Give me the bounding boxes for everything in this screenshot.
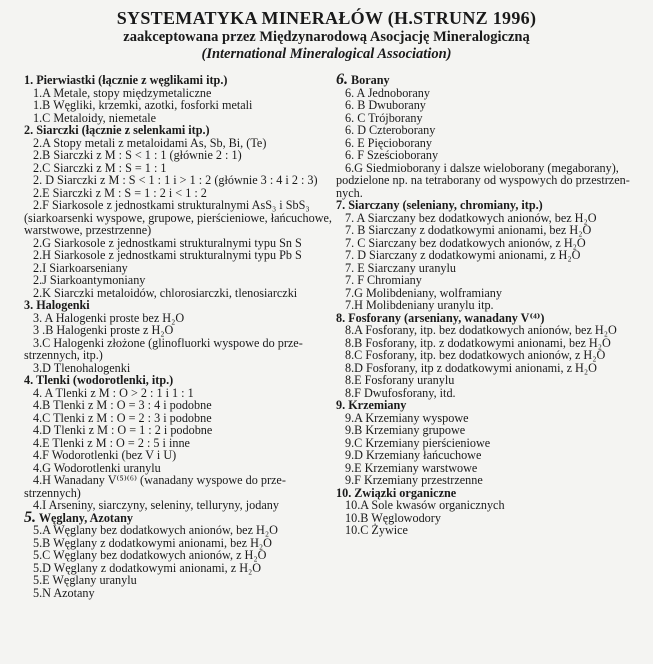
list-item: 5.A Węglany bez dodatkowych anionów, bez H₂O — [33, 523, 278, 537]
list-item: 3. A Halogenki proste bez H₂O — [33, 310, 185, 325]
list-item: 2.G Siarkosole z jednostkami strukturalnymi typu Sn S — [33, 235, 302, 250]
list-item: 4.B Tlenki z M : O = 3 : 4 i podobne — [33, 398, 212, 412]
list-item: warstwowe, przestrzenne) — [24, 223, 152, 237]
list-item: 4.I Arseniny, siarczyny, seleniny, telluryny, jodany — [33, 498, 279, 512]
list-item: 8.E Fosforany uranylu — [345, 373, 455, 387]
list-item: 2.I Siarkoarseniany — [33, 260, 128, 275]
list-item: 2.A Stopy metali z metaloidami As, Sb, Bi, (Te) — [33, 135, 267, 150]
list-item: 2.B Siarczki z M : S < 1 : 1 (głównie 2 : 1) — [33, 148, 242, 162]
document-title: SYSTEMATYKA MINERAŁÓW (H.STRUNZ 1996) — [116, 8, 537, 28]
list-item: 2.C Siarczki z M : S = 1 : 1 — [33, 160, 167, 175]
list-item: 4.H Wanadany V⁽⁵⁾⁽⁶⁾ (wanadany wyspowe do prze- — [33, 473, 286, 487]
list-item: 1.C Metaloidy, niemetale — [33, 110, 157, 125]
list-item: 6. B Dwuborany — [345, 98, 426, 112]
list-item: 6. D Czteroborany — [345, 123, 436, 137]
list-item: 2.H Siarkosole z jednostkami strukturalnymi typu Pb S — [33, 248, 302, 262]
list-item: 4.E Tlenki z M : O = 2 : 5 i inne — [33, 435, 190, 450]
section-heading: 5. Węglany, Azotany — [24, 508, 133, 526]
list-item: 5.D Węglany z dodatkowymi anionami, z H₂O — [33, 560, 262, 575]
list-item: 1.B Węgliki, krzemki, azotki, fosforki metali — [33, 98, 253, 112]
right-column — [336, 71, 636, 537]
document-subtitle: zaakceptowana przez Międzynarodową Asocjację Mineralogiczną — [123, 29, 530, 46]
list-item: 8.B Fosforany, itp. z dodatkowymi anionami, bez H₂O — [345, 335, 611, 350]
list-item: 2.K Siarczki metaloidów, chlorosiarczki, tlenosiarczki — [33, 285, 298, 300]
section-heading: 1. Pierwiastki (łącznie z węglikami itp.) — [24, 73, 228, 87]
list-item: 8.D Fosforany, itp z dodatkowymi anionami, z H₂O — [345, 360, 597, 375]
list-item: 2.J Siarkoantymoniany — [33, 273, 146, 287]
list-item: 9.F Krzemiany przestrzenne — [345, 473, 483, 487]
list-item: 9.D Krzemiany łańcuchowe — [345, 448, 482, 462]
list-item: nych. — [336, 185, 363, 200]
list-item: 2.E Siarczki z M : S = 1 : 2 i < 1 : 2 — [33, 185, 207, 200]
list-item: (siarkoarsenki wyspowe, grupowe, pierścieniowe, łańcuchowe, — [24, 210, 332, 225]
list-item: 8.A Fosforany, itp. bez dodatkowych anionów, bez H₂O — [345, 323, 617, 337]
list-item: 10.C Żywice — [345, 523, 408, 537]
list-item: 6. A Jednoborany — [345, 85, 430, 100]
list-item: 5.B Węglany z dodatkowymi anionami, bez H₂O — [33, 535, 272, 550]
list-item: 7.H Molibdeniany uranylu itp. — [345, 298, 494, 312]
section-heading: 4. Tlenki (wodorotlenki, itp.) — [24, 373, 174, 387]
list-item: strzennych, itp.) — [24, 348, 103, 362]
list-item: 7. B Siarczany z dodatkowymi anionami, bez H₂O — [345, 223, 592, 237]
document-header — [0, 8, 653, 63]
section-heading: 8. Fosforany (arseniany, wanadany V⁽⁴⁾) — [336, 310, 545, 325]
list-item: 9.B Krzemiany grupowe — [345, 423, 466, 437]
list-item: 6. C Trójborany — [345, 110, 423, 125]
list-item: 7.G Molibdeniany, wolframiany — [345, 285, 502, 300]
section-heading: 10. Związki organiczne — [336, 485, 457, 500]
section-heading: 2. Siarczki (łącznie z selenkami itp.) — [24, 123, 210, 137]
section-heading: 6. Borany — [336, 71, 390, 88]
list-item: podzielone np. na tetraborany od wyspowych do przestrzen- — [336, 173, 630, 187]
list-item: 4.C Tlenki z M : O = 2 : 3 i podobne — [33, 410, 212, 425]
document-subtitle-english: (International Mineralogical Association) — [201, 46, 452, 63]
list-item: 4. A Tlenki z M : O > 2 : 1 i 1 : 1 — [33, 385, 194, 400]
list-item: 4.F Wodorotlenki (bez V i U) — [33, 448, 177, 462]
list-item: 6. F Sześcioborany — [345, 148, 439, 162]
list-item: 10.A Sole kwasów organicznych — [345, 498, 505, 512]
list-item: 7. E Siarczany uranylu — [345, 260, 457, 275]
list-item: strzennych) — [24, 485, 81, 500]
section-heading: 3. Halogenki — [24, 298, 90, 312]
list-item: 9.E Krzemiany warstwowe — [345, 460, 478, 475]
list-item: 3.D Tlenohalogenki — [33, 360, 131, 375]
section-heading: 7. Siarczany (seleniany, chromiany, itp.) — [336, 198, 543, 212]
list-item: 5.C Węglany bez dodatkowych anionów, z H₂O — [33, 548, 267, 562]
list-item: 2. D Siarczki z M : S < 1 : 1 i > 1 : 2 (głównie 3 : 4 i 2 : 3) — [33, 173, 318, 187]
list-item: 6. E Pięcioborany — [345, 135, 432, 150]
list-item: 7. C Siarczany bez dodatkowych anionów, z H₂O — [345, 235, 586, 250]
list-item: 4.G Wodorotlenki uranylu — [33, 460, 161, 475]
list-item: 5.E Węglany uranylu — [33, 573, 137, 587]
list-item: 3.C Halogenki złożone (glinofluorki wyspowe do prze- — [33, 335, 303, 350]
list-item: 10.B Węglowodory — [345, 510, 441, 525]
section-heading: 9. Krzemiany — [336, 398, 407, 412]
list-item: 1.A Metale, stopy międzymetaliczne — [33, 85, 212, 100]
list-item: 9.A Krzemiany wyspowe — [345, 410, 469, 425]
list-item: 2.F Siarkosole z jednostkami strukturalnymi AsS₃ i SbS₃ — [33, 198, 310, 212]
list-item: 9.C Krzemiany pierścieniowe — [345, 435, 491, 450]
list-item: 6.G Siedmioborany i dalsze wieloborany (megaborany), — [345, 160, 619, 175]
list-item: 5.N Azotany — [33, 585, 95, 600]
list-item: 4.D Tlenki z M : O = 1 : 2 i podobne — [33, 423, 213, 437]
list-item: 8.C Fosforany, itp. bez dodatkowych anionów, z H₂O — [345, 348, 606, 362]
left-column — [24, 73, 332, 600]
list-item: 3 .B Halogenki proste z H₂O — [33, 323, 174, 337]
list-item: 7. F Chromiany — [345, 273, 422, 287]
list-item: 7. A Siarczany bez dodatkowych anionów, bez H₂O — [345, 210, 597, 225]
list-item: 8.F Dwufosforany, itd. — [345, 385, 456, 400]
list-item: 7. D Siarczany z dodatkowymi anionami, z H₂O — [345, 248, 581, 262]
